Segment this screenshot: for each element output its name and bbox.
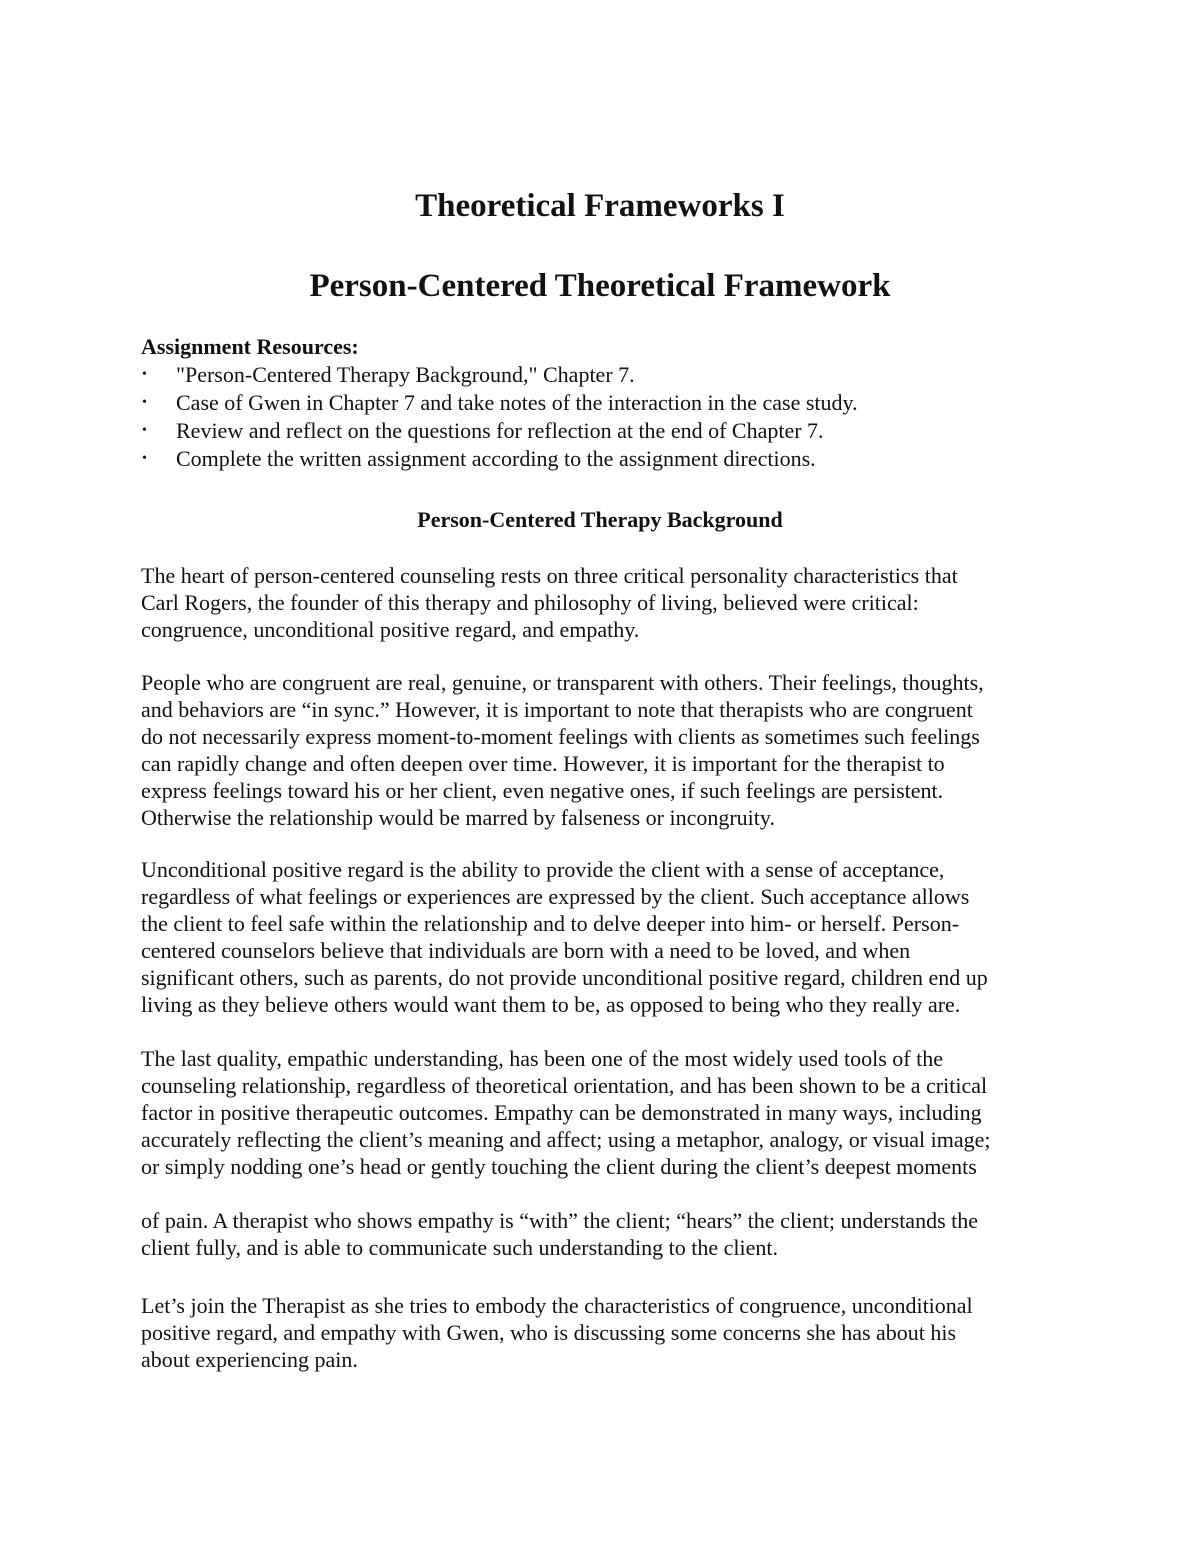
text-line: do not necessarily express moment-to-moment feelings with clients as sometimes such feelings (141, 724, 980, 749)
text-line: Otherwise the relationship would be marred by falseness or incongruity. (141, 805, 775, 830)
resource-item (141, 445, 1071, 473)
document-subtitle: Person-Centered Theoretical Framework (309, 268, 891, 304)
text-line: counseling relationship, regardless of theoretical orientation, and has been shown to be a critical (141, 1073, 988, 1098)
text-line: Let’s join the Therapist as she tries to embody the characteristics of congruence, unconditional (141, 1293, 973, 1318)
paragraph-case-intro (141, 1292, 1061, 1373)
text-line: The heart of person-centered counseling rests on three critical personality characteristics that (141, 563, 958, 588)
text-line: client fully, and is able to communicate such understanding to the client. (141, 1235, 779, 1260)
text-line: centered counselors believe that individuals are born with a need to be loved, and when (141, 938, 911, 963)
resource-item-text: Case of Gwen in Chapter 7 and take notes of the interaction in the case study. (176, 390, 858, 415)
text-line: can rapidly change and often deepen over time. However, it is important for the therapist to (141, 751, 945, 776)
assignment-resources (141, 333, 1071, 473)
text-line: of pain. A therapist who shows empathy is “with” the client; “hears” the client; understands the (141, 1208, 979, 1233)
bullet-icon: • (142, 367, 147, 382)
resource-item-text: Review and reflect on the questions for reflection at the end of Chapter 7. (176, 418, 824, 443)
text-line: regardless of what feelings or experiences are expressed by the client. Such acceptance allows (141, 884, 970, 909)
text-line: People who are congruent are real, genuine, or transparent with others. Their feelings, thoughts, (141, 670, 984, 695)
text-line: accurately reflecting the client’s meaning and affect; using a metaphor, analogy, or visual image; (141, 1127, 991, 1152)
text-line: the client to feel safe within the relationship and to delve deeper into him- or herself. Person- (141, 911, 960, 936)
text-line: Carl Rogers, the founder of this therapy and philosophy of living, believed were critical: (141, 590, 919, 615)
text-line: significant others, such as parents, do not provide unconditional positive regard, children end up (141, 965, 988, 990)
text-line: or simply nodding one’s head or gently touching the client during the client’s deepest moments (141, 1154, 977, 1179)
bullet-icon: • (142, 395, 147, 410)
text-line: The last quality, empathic understanding, has been one of the most widely used tools of the (141, 1046, 944, 1071)
document-title: Theoretical Frameworks I (415, 188, 785, 224)
text-line: living as they believe others would want them to be, as opposed to being who they really are. (141, 992, 961, 1017)
bullet-icon: • (142, 451, 147, 466)
text-line: factor in positive therapeutic outcomes. Empathy can be demonstrated in many ways, including (141, 1100, 982, 1125)
resources-list (141, 361, 1071, 473)
paragraph-congruence (141, 669, 1061, 831)
text-line: congruence, unconditional positive regard, and empathy. (141, 617, 640, 642)
text-line: express feelings toward his or her client, even negative ones, if such feelings are persistent. (141, 778, 944, 803)
resource-item (141, 361, 1071, 389)
text-line: positive regard, and empathy with Gwen, who is discussing some concerns she has about his (141, 1320, 957, 1345)
resources-heading: Assignment Resources: (141, 334, 359, 359)
resource-item (141, 389, 1071, 417)
text-line: Unconditional positive regard is the ability to provide the client with a sense of acceptance, (141, 857, 945, 882)
paragraph-unconditional-positive-regard (141, 856, 1061, 1018)
paragraph-empathy (141, 1045, 1061, 1180)
bullet-icon: • (142, 423, 147, 438)
resource-item-text: "Person-Centered Therapy Background," Chapter 7. (176, 362, 635, 387)
resource-item (141, 417, 1071, 445)
text-line: and behaviors are “in sync.” However, it is important to note that therapists who are congruent (141, 697, 973, 722)
paragraph-empathy-continued (141, 1207, 1061, 1261)
text-line: about experiencing pain. (141, 1347, 358, 1372)
section-heading: Person-Centered Therapy Background (417, 507, 783, 532)
resource-item-text: Complete the written assignment according to the assignment directions. (176, 446, 816, 471)
paragraph-core-conditions (141, 562, 1061, 643)
